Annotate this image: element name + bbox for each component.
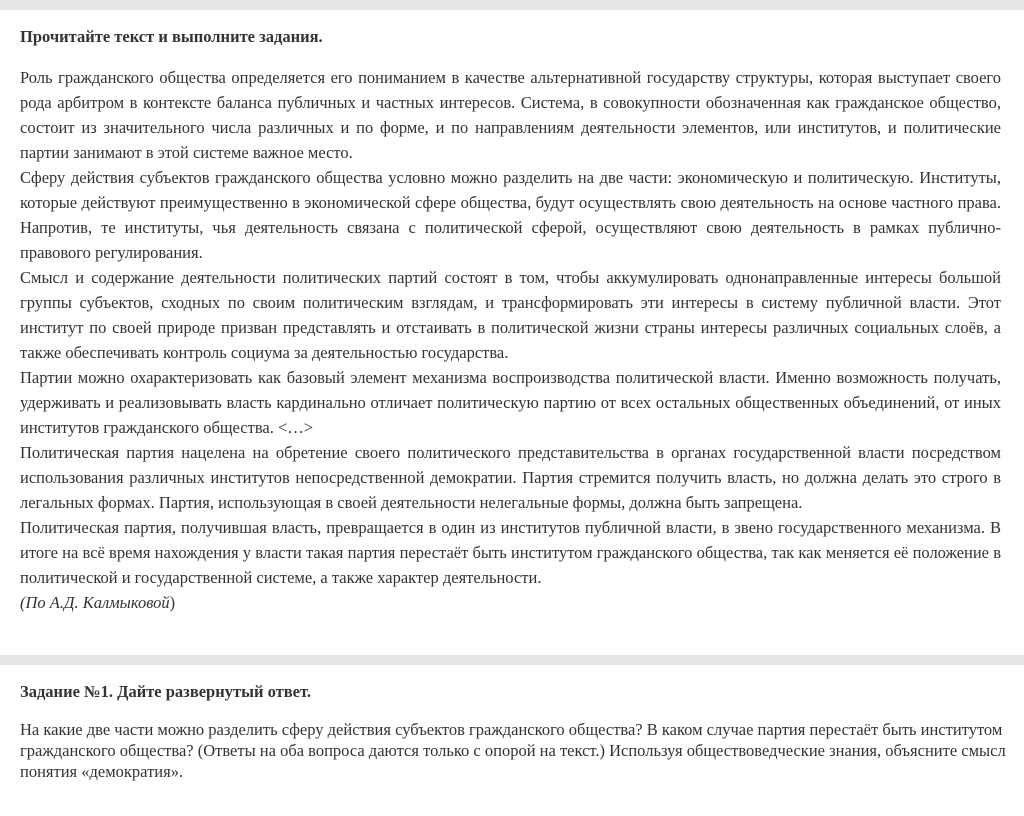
section-divider [0, 655, 1024, 665]
source-open: ( [20, 593, 26, 612]
reading-heading: Прочитайте текст и выполните задания. [20, 27, 323, 46]
task-text-block [20, 719, 1012, 782]
reading-paragraph-3: Смысл и содержание деятельности политических партий состоят в том, чтобы аккумулировать однонаправленные интересы большой группы субъектов, сходных по своим политическим взглядам, и трансформировать эти интересы в систему публичной власти. Этот институт по своей природе призван представлять и отстаивать в политической жизни страны интересы различных социальных слоёв, а также обеспечивать контроль социума за деятельностью государства. [20, 268, 1001, 362]
top-divider [0, 0, 1024, 10]
task-heading: Задание №1. Дайте развернутый ответ. [20, 682, 311, 701]
source-name: По А.Д. Калмыковой [25, 593, 170, 612]
reading-text [20, 65, 1001, 615]
reading-paragraph-2: Сферу действия субъектов гражданского общества условно можно разделить на две части: экономическую и политическую. Институты, которые действуют преимущественно в экономической сфере общества, будут осуществлять свою деятельность на основе частного права. Напротив, те институты, чья деятельность связана с политической сферой, осуществляют свою деятельность в рамках публично-правового регулирования. [20, 168, 1001, 262]
source-attribution [20, 590, 1001, 615]
task-question: На какие две части можно разделить сферу действия субъектов гражданского общества? В каком случае партия перестаёт быть институтом гражданского общества? (Ответы на оба вопроса даются только с опорой на текст.) Используя обществоведческие знания, объясните смысл понятия «демократия». [20, 720, 1006, 781]
reading-paragraph-6: Политическая партия, получившая власть, превращается в один из институтов публичной власти, в звено государственного механизма. В итоге на всё время нахождения у власти такая партия перестаёт быть институтом гражданского общества, так как меняется её положение в политической и государственной системе, а также характер деятельности. [20, 518, 1001, 587]
source-close: ) [169, 593, 176, 612]
reading-paragraph-1: Роль гражданского общества определяется его пониманием в качестве альтернативной государству структуры, которая выступает своего рода арбитром в контексте баланса публичных и частных интересов. Система, в совокупности обозначенная как гражданское общество, состоит из значительного числа различных и по форме, и по направлениям деятельности элементов, или институтов, и политические партии занимают в этой системе важное место. [20, 68, 1001, 162]
reading-paragraph-4: Партии можно охарактеризовать как базовый элемент механизма воспроизводства политической власти. Именно возможность получать, удерживать и реализовывать власть кардинально отличает политическую партию от всех остальных общественных объединений, от иных институтов гражданского общества. <…> [20, 368, 1001, 437]
reading-paragraph-5: Политическая партия нацелена на обретение своего политического представительства в органах государственной власти посредством использования различных институтов непосредственной демократии. Партия стремится получить власть, но должна делать это строго в легальных формах. Партия, использующая в своей деятельности нелегальные формы, должна быть запрещена. [20, 443, 1001, 512]
